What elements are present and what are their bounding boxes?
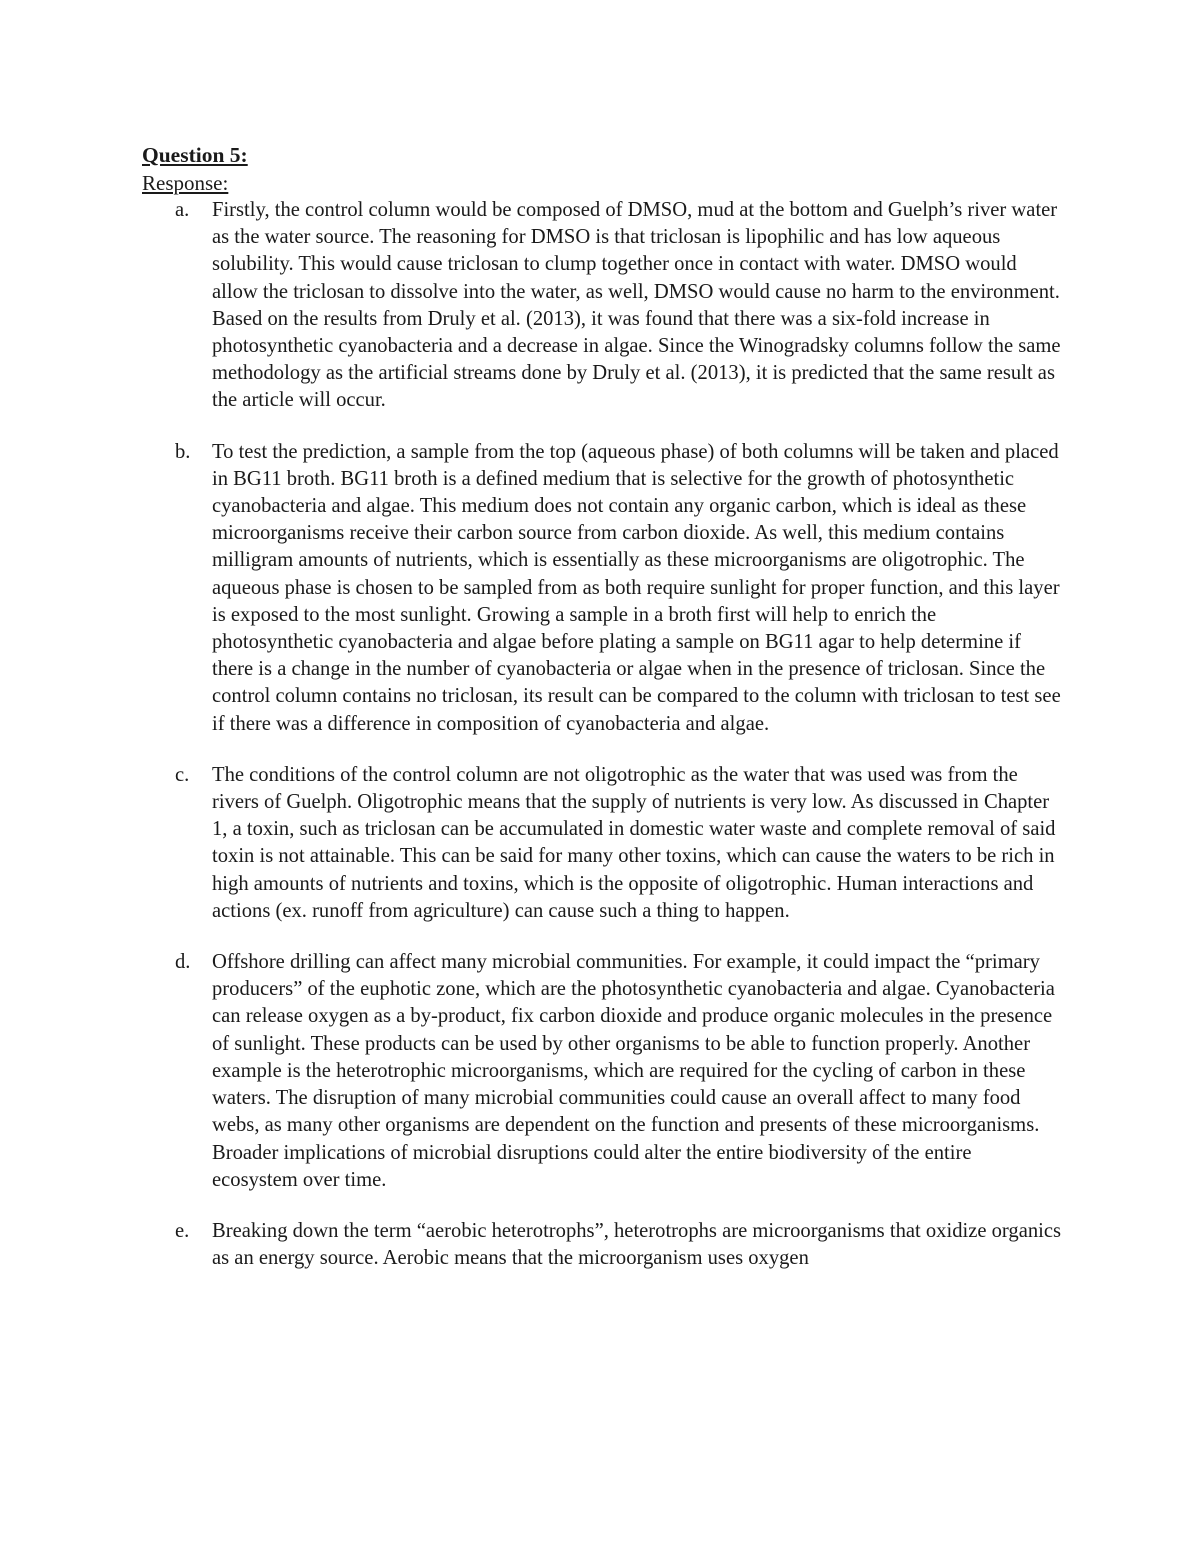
item-text: The conditions of the control column are not oligotrophic as the water that was used was from the rivers of Guelph. Oligotrophic means that the supply of nutrients is very low. As discussed in Chapter 1, a toxin, such as triclosan can be accumulated in domestic water waste and complete removal of said toxin is not attainable. This can be said for many other toxins, which can cause the waters to be rich in high amounts of nutrients and toxins, which is the opposite of oligotrophic. Human interactions and actions (ex. runoff from agriculture) can cause such a thing to happen. [212, 763, 1056, 922]
item-text: Firstly, the control column would be composed of DMSO, mud at the bottom and Guelph’s river water as the water source. The reasoning for DMSO is that triclosan is lipophilic and has low aqueous solubility. This would cause triclosan to clump together once in contact with water. DMSO would allow the triclosan to dissolve into the water, as well, DMSO would cause no harm to the environment. Based on the results from Druly et al. (2013), it was found that there was a six-fold increase in photosynthetic cyanobacteria and a decrease in algae. Since the Winogradsky columns follow the same methodology as the artificial streams done by Druly et al. (2013), it is predicted that the same result as the article will occur. [212, 199, 1061, 412]
item-marker: a. [175, 199, 190, 221]
response-item-a [142, 197, 1062, 415]
question-heading: Question 5: [142, 143, 248, 167]
item-marker: e. [175, 1219, 190, 1242]
response-label: Response: [142, 171, 229, 195]
item-marker: d. [175, 951, 191, 974]
document-body [142, 140, 1062, 1296]
item-text: To test the prediction, a sample from the top (aqueous phase) of both columns will be taken and placed in BG11 broth. BG11 broth is a defined medium that is selective for the growth of photosynthetic cyanobacteria and algae. This medium does not contain any organic carbon, which is ideal as these microorganisms receive their carbon source from carbon dioxide. As well, this medium contains milligram amounts of nutrients, which is essentially as these microorganisms are oligotrophic. The aqueous phase is chosen to be sampled from as both require sunlight for proper function, and this layer is exposed to the most sunlight. Growing a sample in a broth first will help to enrich the photosynthetic cyanobacteria and algae before plating a sample on BG11 agar to help determine if there is a change in the number of cyanobacteria or algae when in the presence of triclosan. Since the control column contains no triclosan, its result can be compared to the column with triclosan to test see if there was a difference in composition of cyanobacteria and algae. [212, 440, 1061, 735]
item-marker: c. [175, 763, 190, 786]
response-item-b [142, 439, 1062, 738]
response-item-e [142, 1218, 1062, 1272]
response-item-d [142, 949, 1062, 1194]
item-text: Offshore drilling can affect many microbial communities. For example, it could impact the “primary producers” of the euphotic zone, which are the photosynthetic cyanobacteria and algae. Cyanobacteria can release oxygen as a by-product, fix carbon dioxide and produce organic molecules in the presence of sunlight. These products can be used by other organisms to be able to function properly. Another example is the heterotrophic microorganisms, which are required for the cycling of carbon in these waters. The disruption of many microbial communities could cause an overall affect to many food webs, as many other organisms are dependent on the function and presents of these microorganisms. Broader implications of microbial disruptions could alter the entire biodiversity of the entire ecosystem over time. [212, 951, 1055, 1191]
item-marker: b. [175, 440, 191, 463]
response-list [142, 197, 1062, 1272]
item-text: Breaking down the term “aerobic heterotrophs”, heterotrophs are microorganisms that oxidize organics as an energy source. Aerobic means that the microorganism uses oxygen [212, 1219, 1062, 1270]
response-item-c [142, 762, 1062, 925]
